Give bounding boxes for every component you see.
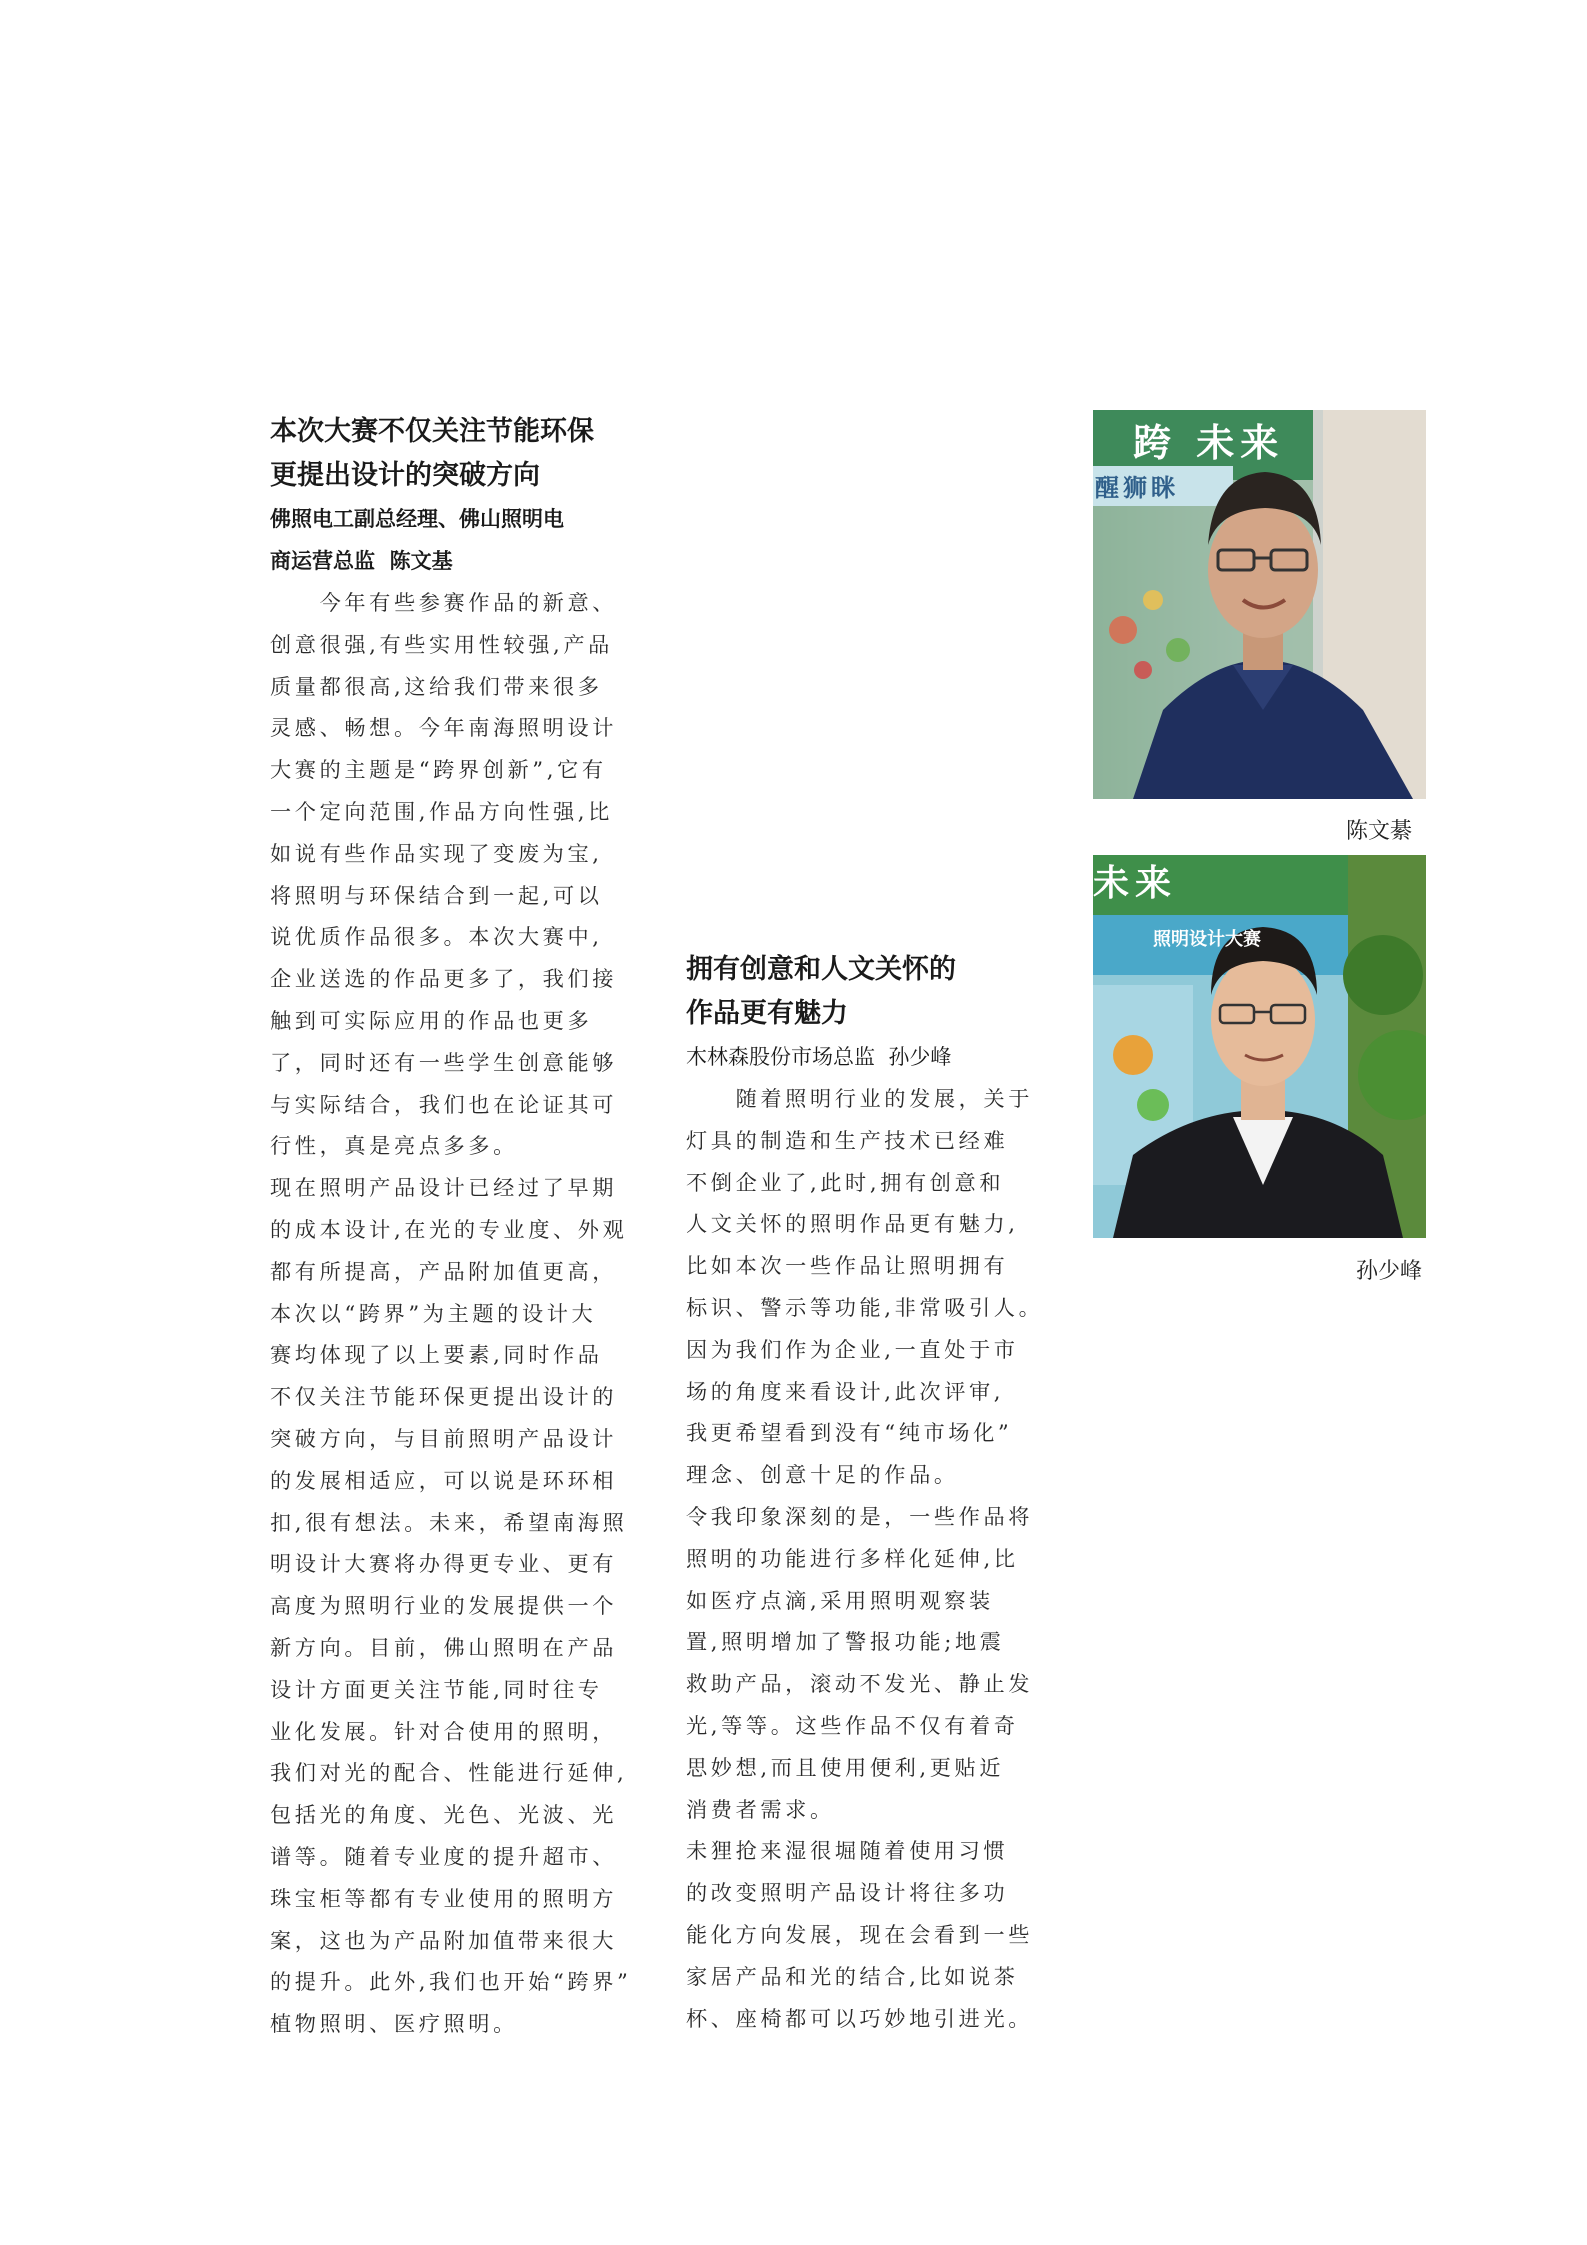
headline-line: 作品更有魅力 <box>686 998 848 1029</box>
headline-line: 更提出设计的突破方向 <box>270 460 540 491</box>
banner-text: 跨 未来 <box>1133 421 1285 465</box>
body-line: 案，这也为产品附加值带来很大 <box>270 1927 618 1953</box>
body-line: 理念、创意十足的作品。 <box>686 1462 959 1488</box>
photo-1-caption: 陈文綦 <box>1346 819 1413 844</box>
body-line: 扣,很有想法。未来，希望南海照 <box>270 1509 628 1535</box>
body-line: 如说有些作品实现了变废为宝, <box>270 840 603 866</box>
portrait-image <box>1093 855 1426 1238</box>
body-line: 明设计大赛将办得更专业、更有 <box>270 1551 618 1577</box>
body-line: 标识、警示等功能,非常吸引人。 <box>686 1294 1044 1320</box>
body-line: 本次以“跨界”为主题的设计大 <box>270 1300 597 1326</box>
headline-line: 本次大赛不仅关注节能环保 <box>270 416 594 447</box>
body-line: 光,等等。这些作品不仅有着奇 <box>686 1712 1019 1738</box>
body-line: 珠宝柜等都有专业使用的照明方 <box>270 1885 618 1911</box>
body-line: 了，同时还有一些学生创意能够 <box>270 1049 618 1075</box>
body-line: 与实际结合，我们也在论证其可 <box>270 1091 618 1117</box>
body-line: 照明的功能进行多样化延伸,比 <box>686 1545 1019 1571</box>
body-line: 都有所提高，产品附加值更高， <box>270 1258 618 1284</box>
body-line: 新方向。目前，佛山照明在产品 <box>270 1634 618 1660</box>
article-2-headline <box>686 948 1031 1036</box>
body-line: 思妙想,而且使用便利,更贴近 <box>686 1754 1005 1780</box>
body-line: 置,照明增加了警报功能;地震 <box>686 1629 1005 1655</box>
body-line: 不倒企业了,此时,拥有创意和 <box>686 1169 1005 1195</box>
body-line: 未狸抢来湿很堀随着使用习惯 <box>686 1838 1009 1864</box>
body-line: 的发展相适应，可以说是环环相 <box>270 1467 618 1493</box>
body-line: 设计方面更关注节能,同时往专 <box>270 1676 603 1702</box>
body-line: 不仅关注节能环保更提出设计的 <box>270 1384 618 1410</box>
article-1-body <box>270 582 632 2045</box>
body-line: 一个定向范围,作品方向性强,比 <box>270 798 613 824</box>
body-line: 灵感、畅想。今年南海照明设计 <box>270 715 618 741</box>
banner-text: 未来 <box>1093 863 1178 904</box>
byline-line: 佛照电工副总经理、佛山照明电 <box>270 506 564 531</box>
body-line: 我们对光的配合、性能进行延伸, <box>270 1760 628 1786</box>
portrait-photo-chen <box>1093 410 1426 799</box>
body-line: 家居产品和光的结合,比如说茶 <box>686 1963 1019 1989</box>
body-line: 因为我们作为企业,一直处于市 <box>686 1336 1019 1362</box>
headline-line: 拥有创意和人文关怀的 <box>686 954 956 985</box>
body-line: 杯、座椅都可以巧妙地引进光。 <box>686 2005 1034 2031</box>
body-line: 高度为照明行业的发展提供一个 <box>270 1593 618 1619</box>
body-line: 行性，真是亮点多多。 <box>270 1133 518 1159</box>
article-2-byline <box>686 1036 1031 1078</box>
body-line: 赛均体现了以上要素,同时作品 <box>270 1342 603 1368</box>
body-line: 包括光的角度、光色、光波、光 <box>270 1802 618 1828</box>
article-2-body <box>686 1078 1044 2039</box>
body-line: 质量都很高,这给我们带来很多 <box>270 673 603 699</box>
body-line: 突破方向，与目前照明产品设计 <box>270 1425 618 1451</box>
byline-line: 木林森股份市场总监 孙少峰 <box>686 1045 952 1069</box>
body-line: 的改变照明产品设计将往多功 <box>686 1880 1009 1906</box>
article-2 <box>686 948 1044 2039</box>
body-line: 救助产品，滚动不发光、静止发 <box>686 1671 1034 1697</box>
banner-subtext: 照明设计大赛 <box>1153 929 1261 950</box>
body-line: 能化方向发展，现在会看到一些 <box>686 1921 1034 1947</box>
body-line: 将照明与环保结合到一起,可以 <box>270 882 603 908</box>
body-line: 业化发展。针对合使用的照明， <box>270 1718 618 1744</box>
body-line: 企业送选的作品更多了，我们接 <box>270 966 618 992</box>
body-line: 人文关怀的照明作品更有魅力, <box>686 1211 1019 1237</box>
body-line: 创意很强,有些实用性较强,产品 <box>270 631 613 657</box>
body-line: 触到可实际应用的作品也更多 <box>270 1007 593 1033</box>
body-line: 如医疗点滴,采用照明观察装 <box>686 1587 994 1613</box>
body-line: 植物照明、医疗照明。 <box>270 2011 518 2037</box>
body-line: 场的角度来看设计,此次评审, <box>686 1378 1005 1404</box>
body-line: 随着照明行业的发展，关于 <box>686 1086 1034 1111</box>
body-line: 令我印象深刻的是，一些作品将 <box>686 1503 1034 1529</box>
body-line: 的提升。此外,我们也开始“跨界” <box>270 1969 632 1995</box>
body-line: 今年有些参赛作品的新意、 <box>270 590 618 615</box>
portrait-photo-sun <box>1093 855 1426 1238</box>
body-line: 比如本次一些作品让照明拥有 <box>686 1253 1009 1279</box>
banner-subtext: 醒狮眯 <box>1095 474 1179 502</box>
article-1-byline <box>270 498 615 582</box>
body-line: 谱等。随着专业度的提升超市、 <box>270 1843 618 1869</box>
body-line: 消费者需求。 <box>686 1796 835 1822</box>
article-1 <box>270 410 632 2045</box>
body-line: 我更希望看到没有“纯市场化” <box>686 1420 1013 1446</box>
photo-2-caption: 孙少峰 <box>1356 1259 1423 1284</box>
byline-line: 商运营总监 陈文基 <box>270 548 453 573</box>
body-line: 说优质作品很多。本次大赛中, <box>270 924 603 950</box>
body-line: 现在照明产品设计已经过了早期 <box>270 1175 618 1201</box>
body-line: 大赛的主题是“跨界创新”,它有 <box>270 757 607 783</box>
body-line: 的成本设计,在光的专业度、外观 <box>270 1216 628 1242</box>
article-1-headline <box>270 410 615 498</box>
body-line: 灯具的制造和生产技术已经难 <box>686 1127 1009 1153</box>
